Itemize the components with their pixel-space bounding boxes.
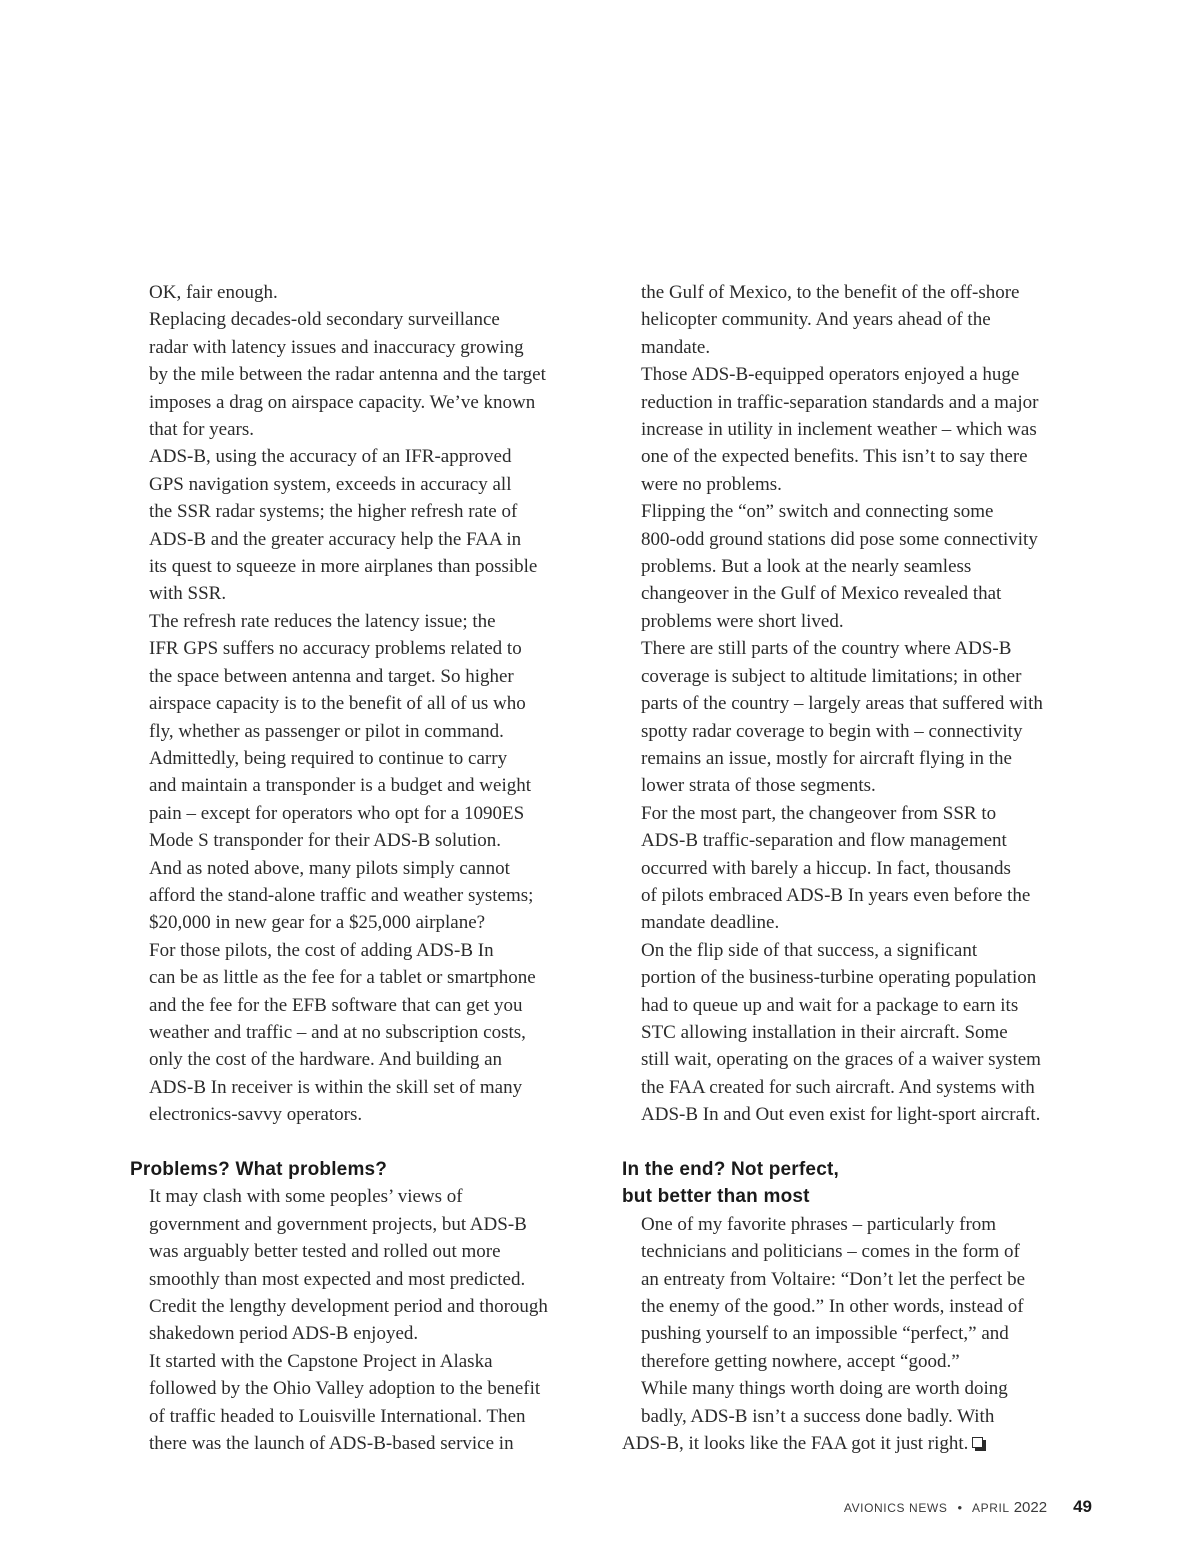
text-line: Flipping the “on” switch and connecting some xyxy=(641,501,994,523)
text-line: ADS-B, using the accuracy of an IFR-approved xyxy=(149,446,512,468)
text-line: and maintain a transponder is a budget and weight xyxy=(149,775,532,797)
paragraph xyxy=(130,937,575,1129)
text-line: was arguably better tested and rolled out more xyxy=(149,1241,501,1263)
section-heading-end xyxy=(622,1156,1067,1211)
text-line: It started with the Capstone Project in Alaska xyxy=(149,1350,493,1372)
text-line: were no problems. xyxy=(641,473,782,495)
text-line: pain – except for operators who opt for a 1090ES xyxy=(149,802,525,824)
right-column xyxy=(622,279,1067,1457)
paragraph xyxy=(622,279,1067,361)
text-line: of pilots embraced ADS-B In years even before the xyxy=(641,884,1031,906)
text-line: ADS-B and the greater accuracy help the FAA in xyxy=(149,528,522,550)
text-line: helicopter community. And years ahead of the xyxy=(641,309,991,331)
paragraph xyxy=(622,498,1067,635)
text-line: spotty radar coverage to begin with – connectivity xyxy=(641,720,1023,742)
text-line: IFR GPS suffers no accuracy problems related to xyxy=(149,638,522,660)
text-line: For the most part, the changeover from SSR to xyxy=(641,802,997,824)
text-line: with SSR. xyxy=(149,583,227,605)
text-line: ADS-B In receiver is within the skill set of many xyxy=(149,1076,523,1098)
text-line: ADS-B, it looks like the FAA got it just right. xyxy=(622,1433,969,1455)
paragraph xyxy=(622,361,1067,498)
text-line: occurred with barely a hiccup. In fact, thousands xyxy=(641,857,1011,879)
text-line: remains an issue, mostly for aircraft flying in the xyxy=(641,747,1012,769)
issue-year: 2022 xyxy=(1013,1499,1048,1516)
text-line: changeover in the Gulf of Mexico revealed that xyxy=(641,583,1002,605)
text-line: the SSR radar systems; the higher refresh rate of xyxy=(149,501,518,523)
issue-month: APRIL xyxy=(972,1501,1010,1515)
text-line: the enemy of the good.” In other words, instead of xyxy=(641,1296,1024,1318)
text-line: GPS navigation system, exceeds in accuracy all xyxy=(149,473,512,495)
text-line: Replacing decades-old secondary surveillance xyxy=(149,309,500,331)
text-line: $20,000 in new gear for a $25,000 airplane? xyxy=(149,912,486,934)
text-line: And as noted above, many pilots simply cannot xyxy=(149,857,510,879)
text-line: On the flip side of that success, a significant xyxy=(641,939,978,961)
text-line: the Gulf of Mexico, to the benefit of the off-shore xyxy=(641,282,1020,303)
text-line: coverage is subject to altitude limitations; in other xyxy=(641,665,1022,687)
left-column xyxy=(130,279,575,1457)
text-line: While many things worth doing are worth doing xyxy=(641,1378,1008,1400)
text-line: imposes a drag on airspace capacity. We’ve known xyxy=(149,391,536,413)
text-line: the FAA created for such aircraft. And systems with xyxy=(641,1076,1035,1098)
paragraph xyxy=(130,608,575,745)
text-line: an entreaty from Voltaire: “Don’t let the perfect be xyxy=(641,1268,1026,1290)
text-line: mandate. xyxy=(641,336,711,358)
end-of-article-box-icon xyxy=(972,1437,983,1448)
paragraph xyxy=(622,800,1067,937)
paragraph xyxy=(622,1375,1067,1457)
text-line: that for years. xyxy=(149,419,254,441)
paragraph xyxy=(622,1211,1067,1375)
text-line: increase in utility in inclement weather – which was xyxy=(641,419,1037,441)
text-line: problems were short lived. xyxy=(641,610,844,632)
text-line: The refresh rate reduces the latency issue; the xyxy=(149,610,496,632)
text-line: One of my favorite phrases – particularly from xyxy=(641,1213,997,1235)
text-line: radar with latency issues and inaccuracy growing xyxy=(149,336,524,358)
right-section-paragraphs xyxy=(622,1211,1067,1458)
left-paragraphs xyxy=(130,279,575,1129)
text-line: badly, ADS-B isn’t a success done badly. With xyxy=(641,1405,995,1427)
text-line: Those ADS-B-equipped operators enjoyed a huge xyxy=(641,364,1020,386)
text-line: can be as little as the fee for a tablet or smartphone xyxy=(149,967,536,989)
text-line: ADS-B traffic-separation and flow management xyxy=(641,830,1007,852)
text-line: afford the stand-alone traffic and weather systems; xyxy=(149,884,534,906)
text-line: parts of the country – largely areas that suffered with xyxy=(641,693,1043,715)
text-line: only the cost of the hardware. And building an xyxy=(149,1049,503,1071)
text-line: It may clash with some peoples’ views of xyxy=(149,1186,463,1208)
text-line: ADS-B In and Out even exist for light-sport aircraft. xyxy=(641,1104,1041,1126)
text-line: electronics-savvy operators. xyxy=(149,1104,363,1126)
text-line: Mode S transponder for their ADS-B solution. xyxy=(149,830,502,852)
text-line: its quest to squeeze in more airplanes than possible xyxy=(149,556,538,578)
paragraph xyxy=(130,443,575,607)
paragraph xyxy=(130,279,575,306)
text-line: portion of the business-turbine operating population xyxy=(641,967,1037,989)
text-line: Credit the lengthy development period and thorough xyxy=(149,1296,548,1318)
page-footer xyxy=(844,1497,1092,1517)
text-line: lower strata of those segments. xyxy=(641,775,876,797)
left-section-paragraphs xyxy=(130,1183,575,1457)
page-number: 49 xyxy=(1073,1497,1092,1516)
text-line: smoothly than most expected and most predicted. xyxy=(149,1268,526,1290)
text-line: 800-odd ground stations did pose some connectivity xyxy=(641,528,1038,550)
text-line: technicians and politicians – comes in the form of xyxy=(641,1241,1020,1263)
text-line: OK, fair enough. xyxy=(149,282,278,303)
paragraph xyxy=(130,1348,575,1458)
text-line: weather and traffic – and at no subscription costs, xyxy=(149,1021,526,1043)
paragraph xyxy=(622,635,1067,799)
paragraph xyxy=(130,745,575,937)
text-line: government and government projects, but ADS-B xyxy=(149,1213,527,1235)
heading-line: In the end? Not perfect, xyxy=(622,1158,839,1180)
section-heading-problems: Problems? What problems? xyxy=(130,1158,388,1180)
text-line: There are still parts of the country where ADS-B xyxy=(641,638,1012,660)
text-line: airspace capacity is to the benefit of all of us who xyxy=(149,693,526,715)
text-line: and the fee for the EFB software that can get you xyxy=(149,994,523,1016)
publication-name: AVIONICS NEWS xyxy=(843,1501,948,1515)
text-line: followed by the Ohio Valley adoption to the benefit xyxy=(149,1378,541,1400)
paragraph xyxy=(622,937,1067,1129)
text-line: For those pilots, the cost of adding ADS-B In xyxy=(149,939,494,961)
text-line: there was the launch of ADS-B-based service in xyxy=(149,1433,514,1455)
text-line: therefore getting nowhere, accept “good.” xyxy=(641,1350,960,1372)
paragraph xyxy=(130,1183,575,1347)
text-line: problems. But a look at the nearly seamless xyxy=(641,556,972,578)
right-paragraphs xyxy=(622,279,1067,1129)
text-line: mandate deadline. xyxy=(641,912,780,934)
text-line: one of the expected benefits. This isn’t to say there xyxy=(641,446,1028,468)
text-line: the space between antenna and target. So higher xyxy=(149,665,514,687)
text-line: still wait, operating on the graces of a waiver system xyxy=(641,1049,1041,1071)
text-line: Admittedly, being required to continue to carry xyxy=(149,747,508,769)
paragraph xyxy=(130,306,575,443)
text-line: fly, whether as passenger or pilot in command. xyxy=(149,720,504,742)
text-line: shakedown period ADS-B enjoyed. xyxy=(149,1323,419,1345)
text-line: reduction in traffic-separation standards and a major xyxy=(641,391,1039,413)
text-line: had to queue up and wait for a package to earn its xyxy=(641,994,1019,1016)
footer-separator: • xyxy=(957,1500,963,1515)
text-line: of traffic headed to Louisville International. Then xyxy=(149,1405,526,1427)
heading-line: but better than most xyxy=(622,1186,810,1208)
text-line: STC allowing installation in their aircraft. Some xyxy=(641,1021,1008,1043)
text-line: pushing yourself to an impossible “perfect,” and xyxy=(641,1323,1009,1345)
text-line: by the mile between the radar antenna and the target xyxy=(149,364,546,386)
